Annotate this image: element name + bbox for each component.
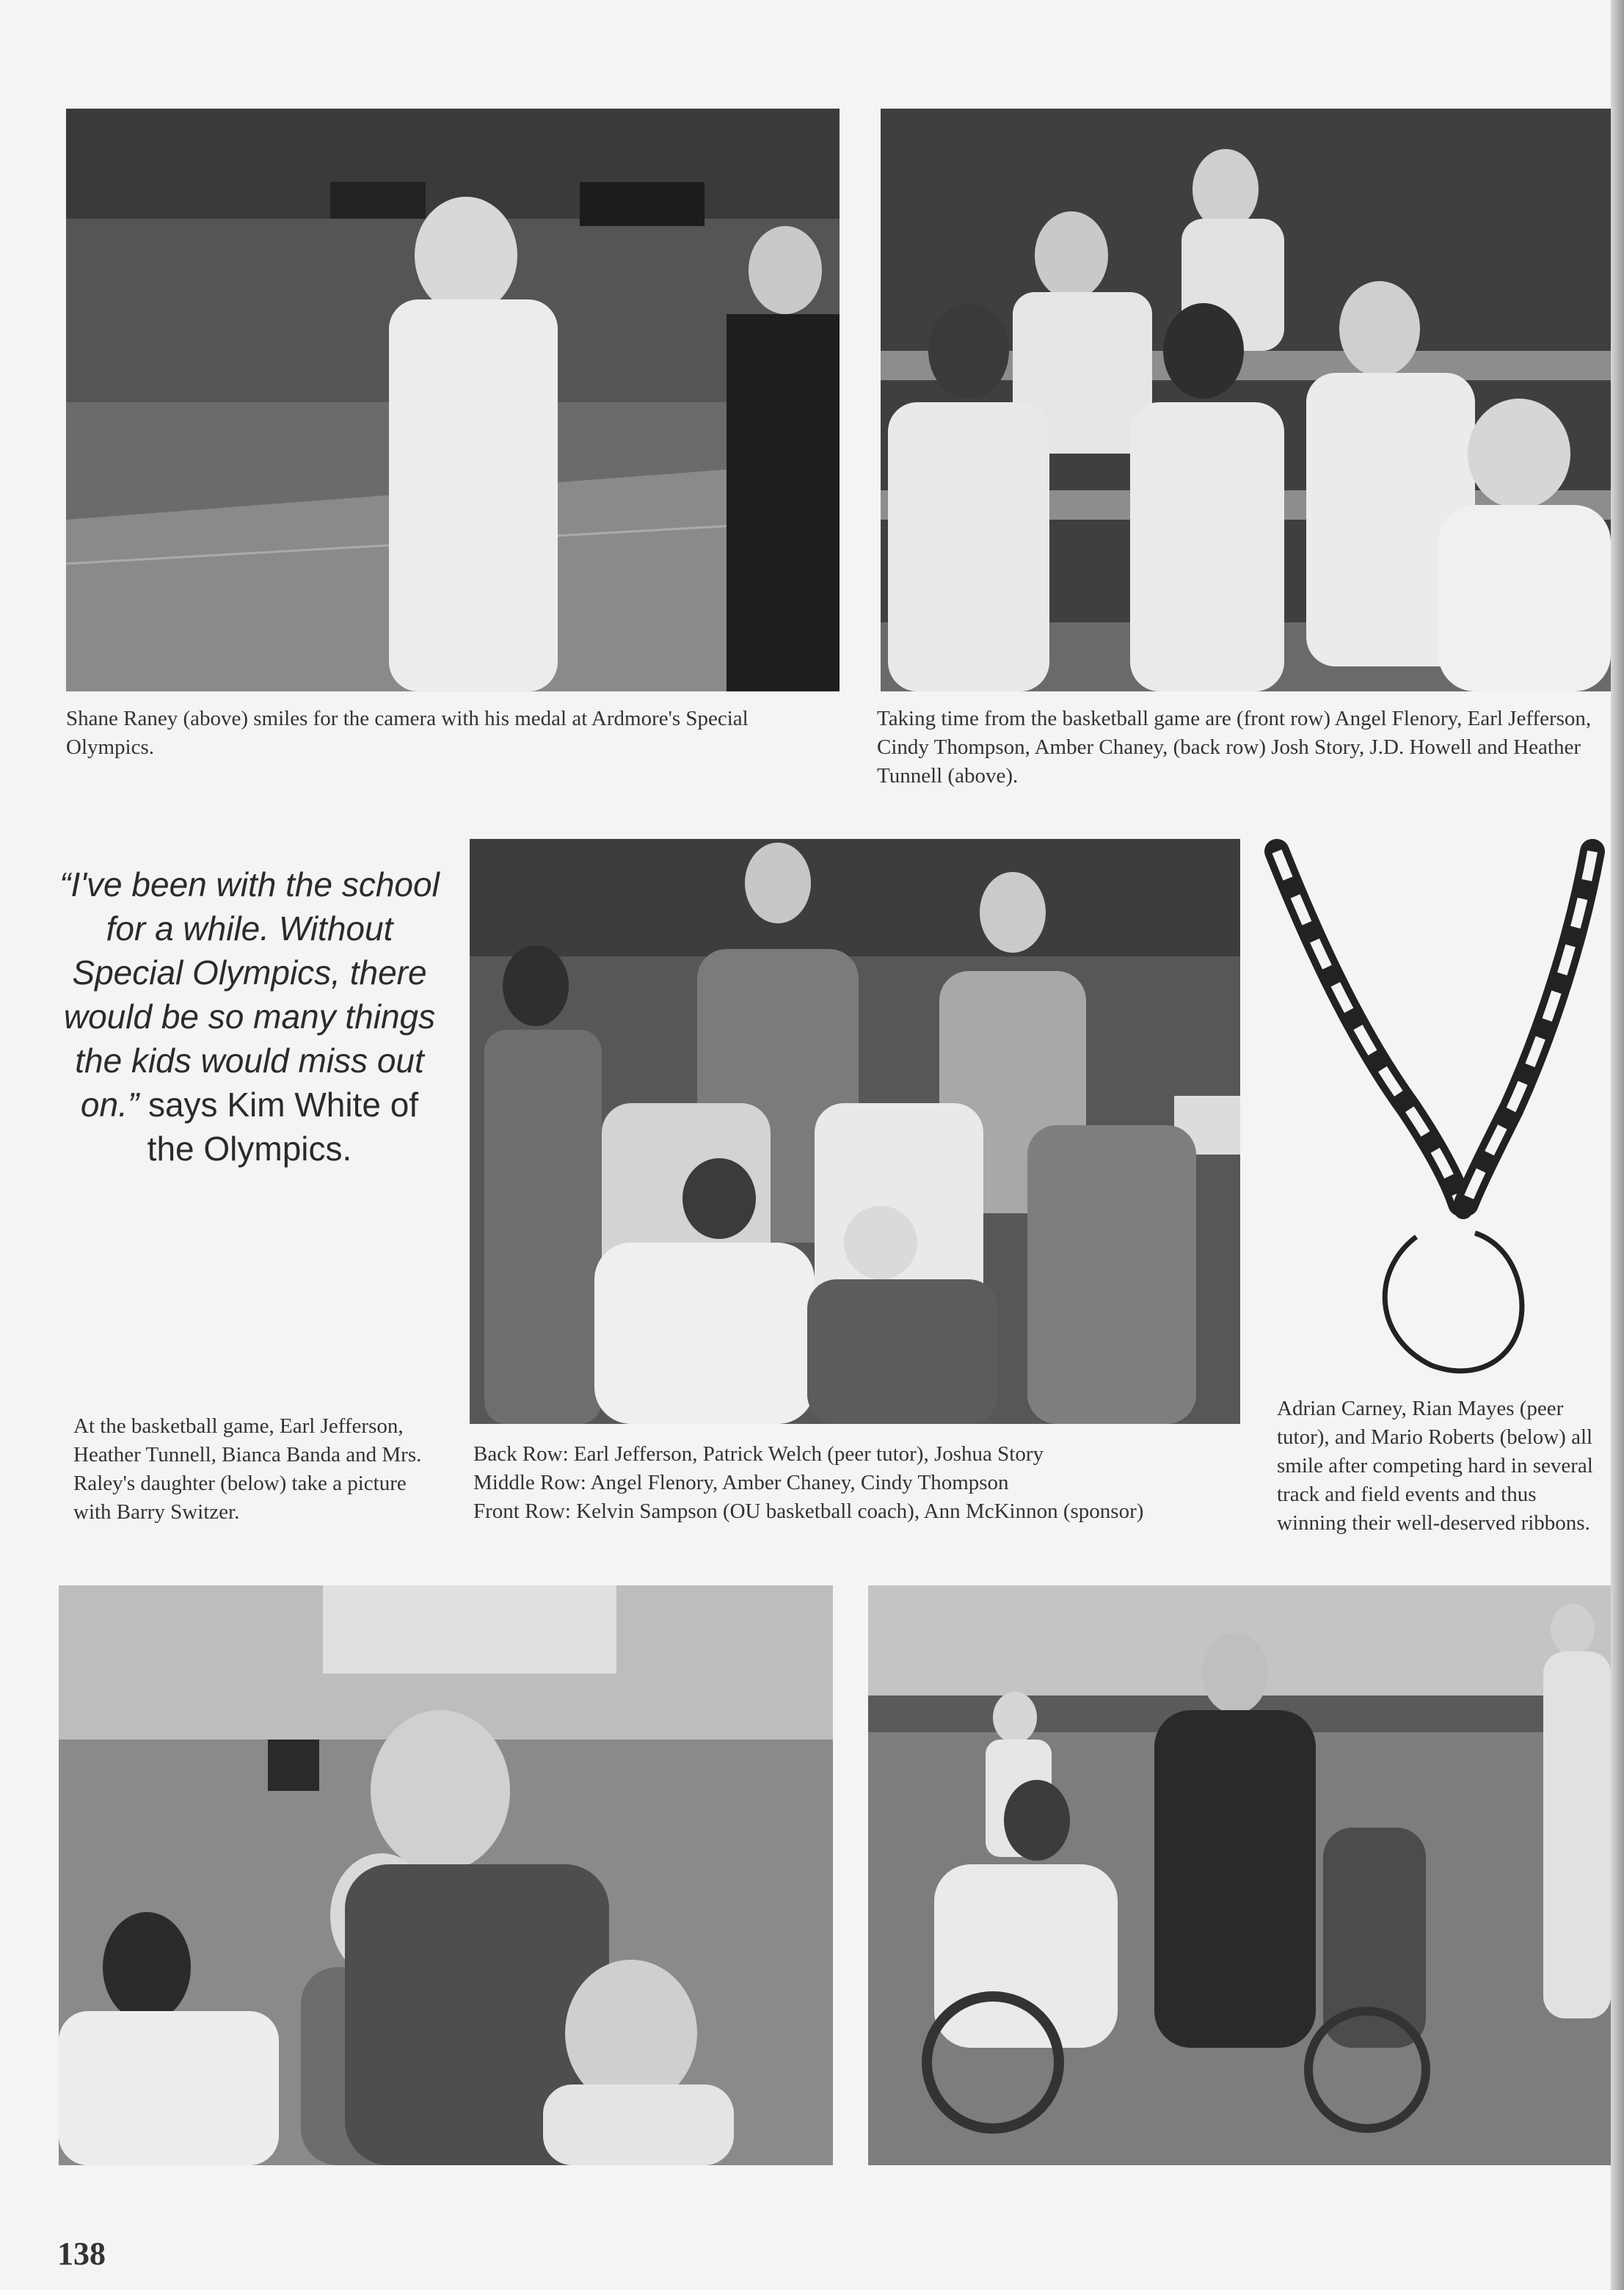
photo-track-field — [868, 1585, 1611, 2165]
caption-middle-row: Middle Row: Angel Flenory, Amber Chaney, Cindy Thompson — [473, 1471, 1009, 1494]
caption-front-row: Front Row: Kelvin Sampson (OU basketball coach), Ann McKinnon (sponsor) — [473, 1500, 1144, 1523]
photo-barry-switzer-image — [59, 1585, 833, 2165]
caption-middle-right: Adrian Carney, Rian Mayes (peer tutor), and Mario Roberts (below) all smile after competing hard in several track and field events and thus winning their well-deserved ribbons. — [1277, 1397, 1593, 1535]
photo-team-bleachers-image — [881, 109, 1611, 691]
caption-middle-center — [473, 1440, 1259, 1526]
page-edge-shadow — [1611, 0, 1624, 2290]
caption-top-left: Shane Raney (above) smiles for the camera with his medal at Ardmore's Special Olympics. — [66, 707, 749, 759]
medal-ribbon-icon — [1262, 837, 1614, 1380]
caption-back-row: Back Row: Earl Jefferson, Patrick Welch (peer tutor), Joshua Story — [473, 1442, 1044, 1466]
photo-shane-raney — [66, 109, 840, 691]
photo-group-ou-image — [470, 839, 1240, 1424]
pull-quote-attribution: says Kim White of the Olympics. — [147, 1086, 419, 1168]
photo-shane-raney-image — [66, 109, 840, 691]
pull-quote-text: “I've been with the school for a while. Without Special Olympics, there would be so many things the kids would miss out on.” — [59, 865, 440, 1124]
caption-middle-left: At the basketball game, Earl Jefferson, Heather Tunnell, Bianca Banda and Mrs. Raley's daughter (below) take a picture with Barry Switzer. — [73, 1414, 422, 1524]
medal-ribbon-graphic — [1262, 837, 1614, 1380]
page-number: 138 — [57, 2236, 106, 2272]
photo-barry-switzer — [59, 1585, 833, 2165]
caption-top-right: Taking time from the basketball game are (front row) Angel Flenory, Earl Jefferson, Cindy Thompson, Amber Chaney, (back row) Josh Story, J.D. Howell and Heather Tunnell (above). — [877, 707, 1592, 788]
pull-quote — [59, 862, 440, 1171]
photo-group-ou — [470, 839, 1240, 1424]
photo-team-bleachers — [881, 109, 1611, 691]
photo-track-field-image — [868, 1585, 1611, 2165]
